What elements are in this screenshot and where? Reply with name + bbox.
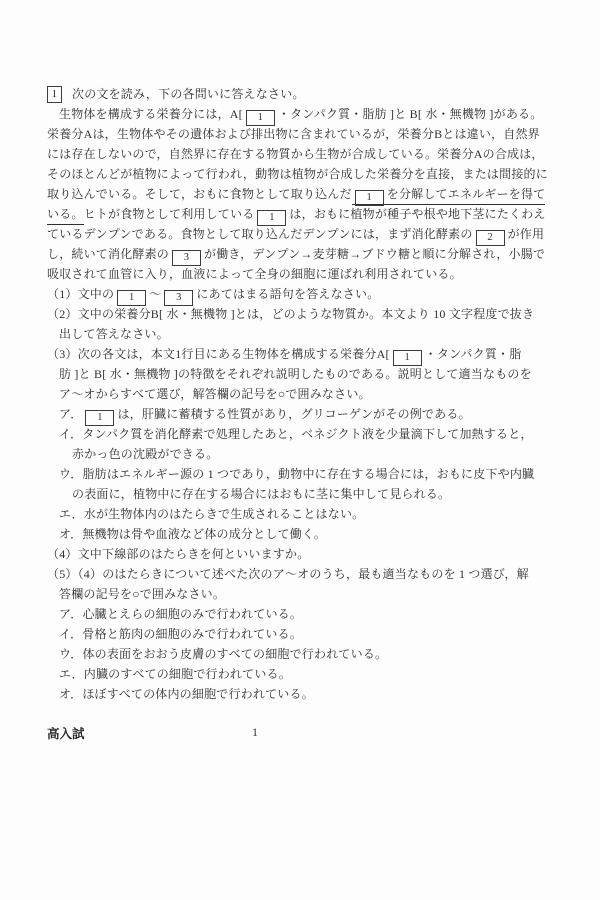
blank-box: 1 xyxy=(393,350,422,366)
underlined-text: いる。 xyxy=(47,207,84,225)
blank-wrap xyxy=(254,207,289,221)
text-segment: エ．内臓のすべての細胞で行われている。 xyxy=(59,667,291,681)
blank-wrap xyxy=(82,407,117,421)
blank-box: 1 xyxy=(355,190,384,206)
question-number-box: 1 xyxy=(47,86,62,103)
text-line xyxy=(47,384,547,404)
blank-box: 1 xyxy=(85,410,114,426)
text-segment: オ．無機物は骨や血液など体の成分として働く。 xyxy=(59,527,327,541)
blank-wrap xyxy=(114,287,149,301)
text-segment: の表面に，植物中に存在する場合にはおもに茎に集中して見られる。 xyxy=(72,487,451,501)
text-line xyxy=(47,544,547,564)
text-segment: （1）文中の xyxy=(47,287,115,301)
blank-wrap xyxy=(161,287,196,301)
footer-page-number: 1 xyxy=(252,725,258,739)
text-segment: ・タンパク質・脂 xyxy=(424,347,522,361)
text-segment: イ．骨格と筋肉の細胞のみで行われている。 xyxy=(59,627,302,641)
text-segment: し，続いて消化酵素の xyxy=(47,247,170,261)
text-segment: は，肝臓に蓄積する性質があり，グリコーゲンがその例である。 xyxy=(117,407,471,421)
text-line xyxy=(47,184,547,204)
text-segment: ・タンパク質・脂肪 ]と B[ 水・無機物 ]がある。 xyxy=(277,107,543,121)
footer-exam-label: 高入試 xyxy=(47,727,85,741)
text-segment: 肪 ]と B[ 水・無機物 ]の特徴をそれぞれ説明したものである。説明として適当なものを xyxy=(59,367,532,381)
blank-wrap xyxy=(473,227,508,241)
text-line xyxy=(47,164,547,184)
text-line xyxy=(47,244,547,264)
text-segment: 取り込んでいる。そして，おもに食物として取り込んだ xyxy=(47,187,352,201)
text-segment: 生物体を構成する栄養分には，A[ xyxy=(59,107,243,121)
exam-content xyxy=(47,84,547,704)
blank-wrap xyxy=(169,247,204,261)
text-segment: 出して答えなさい。 xyxy=(59,327,169,341)
text-segment: ア． xyxy=(59,407,83,421)
text-segment: 赤かっ色の沈殿ができる。 xyxy=(72,447,219,461)
text-segment: エ．水が生物体内のはたらきで生成されることはない。 xyxy=(59,507,365,521)
text-segment: が作用 xyxy=(507,227,545,241)
text-line xyxy=(47,524,547,544)
text-segment: 吸収されて血管に入り，血液によって全身の細胞に運ばれ利用されている。 xyxy=(47,267,462,281)
text-segment: オ．ほぼすべての体内の細胞で行われている。 xyxy=(59,687,314,701)
text-line xyxy=(47,684,547,704)
text-segment: ア．心臓とえらの細胞のみで行われている。 xyxy=(59,607,303,621)
text-line xyxy=(47,444,547,464)
text-line xyxy=(47,324,547,344)
question-instruction: 次の文を読み，下の各問いに答えなさい。 xyxy=(72,87,305,101)
text-line xyxy=(47,464,547,484)
text-line xyxy=(47,664,547,684)
text-line xyxy=(47,144,547,164)
text-segment: ヒトが食物として利用している xyxy=(83,207,255,221)
text-line xyxy=(47,204,547,224)
text-segment: ア〜オからすべて選び，解答欄の記号を○で囲みなさい。 xyxy=(59,387,371,401)
text-segment: （5）（4）のはたらきについて述べた次のア〜オのうち，最も適当なものを 1 つ選び，解 xyxy=(47,567,529,581)
text-segment: が働き，デンプン→麦芽糖→ブドウ糖と順に分解され，小腸で xyxy=(204,247,546,261)
text-segment: には存在しないので，自然界に存在する物質から生物が合成している。栄養分Aの合成は， xyxy=(47,147,544,161)
text-line xyxy=(47,404,547,424)
text-line xyxy=(47,584,547,604)
text-line xyxy=(47,644,547,664)
text-line xyxy=(47,224,547,244)
underlined-text: を分解してエネルギーを得て xyxy=(387,187,546,205)
text-segment: ウ．脂肪はエネルギー源の 1 つであり，動物中に存在する場合には，おもに皮下や内臓 xyxy=(59,467,535,481)
text-line xyxy=(47,564,547,584)
text-line xyxy=(47,424,547,444)
underlined-blank xyxy=(352,187,387,205)
text-segment: （4）文中下線部のはたらきを何といいますか。 xyxy=(47,547,310,561)
blank-wrap xyxy=(390,347,425,361)
text-line xyxy=(47,504,547,524)
text-segment: 答欄の記号を○で囲みなさい。 xyxy=(59,587,226,601)
text-segment: （3）次の各文は，本文1行目にある生物体を構成する栄養分A[ xyxy=(47,347,390,361)
question-header xyxy=(47,84,547,104)
text-segment: ウ．体の表面をおおう皮膚のすべての細胞で行われている。 xyxy=(59,647,388,661)
blank-box: 1 xyxy=(246,110,275,126)
blank-box: 1 xyxy=(257,210,286,226)
text-segment: 栄養分Aは，生物体やその遺体および排出物に含まれているが，栄養分Bとは違い，自然界 xyxy=(47,127,540,141)
text-segment: は，おもに植物が種子や根や地下茎にたくわえ xyxy=(289,207,546,221)
text-line xyxy=(47,304,547,324)
text-line xyxy=(47,284,547,304)
text-segment: イ．タンパク質を消化酵素で処理したあと，ベネジクト液を少量滴下して加熱すると， xyxy=(59,427,533,441)
text-line xyxy=(47,604,547,624)
blank-box: 3 xyxy=(172,250,201,266)
text-line xyxy=(47,264,547,284)
text-segment: 〜 xyxy=(149,287,162,301)
text-line xyxy=(47,344,547,364)
text-segment: にあてはまる語句を答えなさい。 xyxy=(196,287,380,301)
text-segment: （2）文中の栄養分B[ 水・無機物 ]とは，どのような物質か。本文より 10 文字程度で抜き xyxy=(47,307,535,321)
text-segment: ているデンプンである。食物として取り込んだデンプンには，まず消化酵素の xyxy=(47,227,473,241)
blank-box: 2 xyxy=(476,230,505,246)
text-segment: そのほとんどが植物によって行われ，動物は植物が合成した栄養分を直接，または間接的に xyxy=(47,167,548,181)
text-line xyxy=(47,104,547,124)
text-line xyxy=(47,624,547,644)
blank-box: 1 xyxy=(117,290,146,306)
blank-wrap xyxy=(243,107,278,121)
blank-box: 3 xyxy=(164,290,193,306)
text-line xyxy=(47,124,547,144)
text-line xyxy=(47,484,547,504)
text-line xyxy=(47,364,547,384)
document-body xyxy=(47,104,547,704)
